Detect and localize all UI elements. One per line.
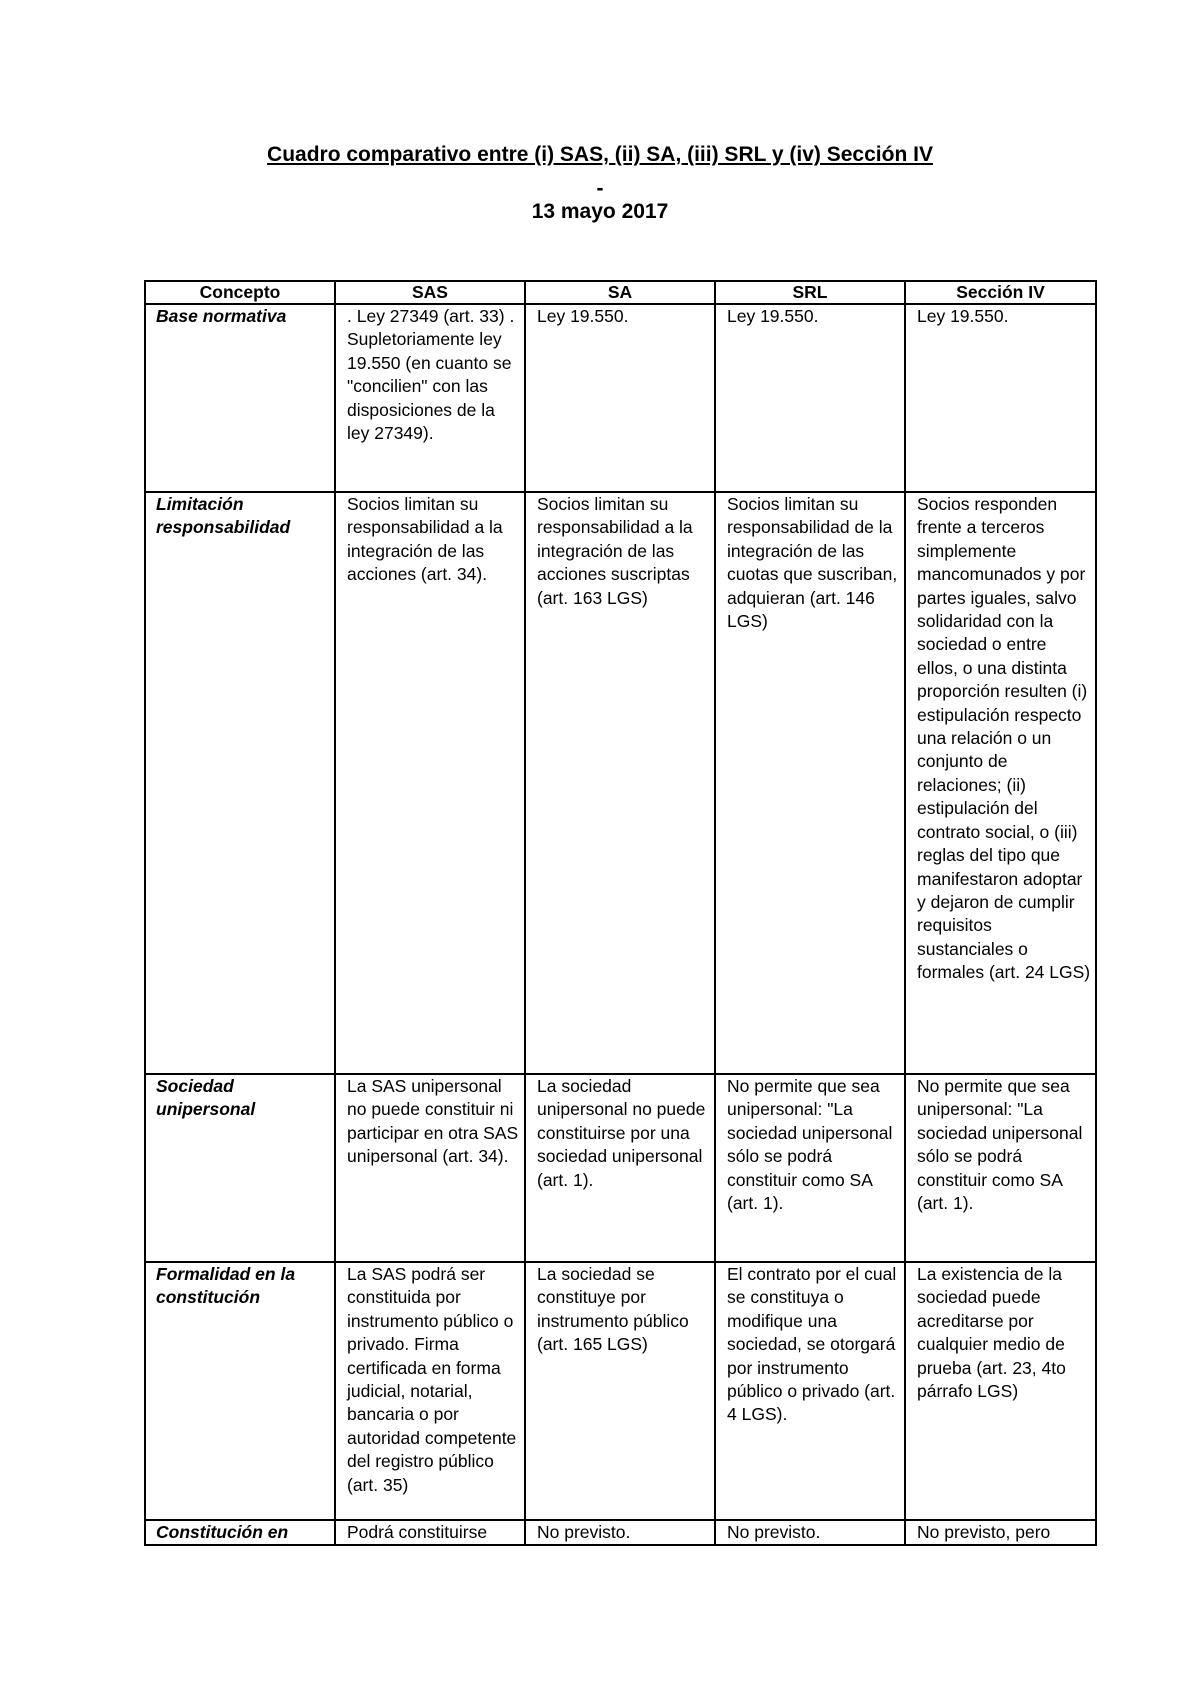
sa-cell: La sociedad unipersonal no puede constituirse por una sociedad unipersonal (art. 1).: [525, 1074, 715, 1262]
title-separator: -: [596, 177, 604, 200]
table-header-row: [145, 281, 1096, 304]
srl-cell: No permite que sea unipersonal: "La sociedad unipersonal sólo se podrá constituir como SA (art. 1).: [715, 1074, 905, 1262]
seccion-iv-cell: No permite que sea unipersonal: "La sociedad unipersonal sólo se podrá constituir como SA (art. 1).: [905, 1074, 1096, 1262]
srl-cell: Ley 19.550.: [715, 304, 905, 492]
srl-cell: No previsto.: [715, 1520, 905, 1545]
seccion-iv-cell: No previsto, pero: [905, 1520, 1096, 1545]
sa-cell: Ley 19.550.: [525, 304, 715, 492]
header-seccion-iv: Sección IV: [905, 281, 1096, 304]
seccion-iv-cell: La existencia de la sociedad puede acreditarse por cualquier medio de prueba (art. 23, 4to párrafo LGS): [905, 1262, 1096, 1520]
sa-cell: La sociedad se constituye por instrumento público (art. 165 LGS): [525, 1262, 715, 1520]
seccion-iv-cell: Ley 19.550.: [905, 304, 1096, 492]
seccion-iv-cell: Socios responden frente a terceros simplemente mancomunados y por partes iguales, salvo solidaridad con la sociedad o entre ellos, o una distinta proporción resulten (i) estipulación respecto una relación o un conjunto de relaciones; (ii) estipulación del contrato social, o (iii) reglas del tipo que manifestaron adoptar y dejaron de cumplir requisitos sustanciales o formales (art. 24 LGS): [905, 492, 1096, 1074]
header-sa: SA: [525, 281, 715, 304]
table-row: [145, 492, 1096, 1074]
concept-cell: Limitación responsabilidad: [145, 492, 335, 1074]
table-row: [145, 1520, 1096, 1545]
header-srl: SRL: [715, 281, 905, 304]
sas-cell: La SAS podrá ser constituida por instrumento público o privado. Firma certificada en forma judicial, notarial, bancaria o por autoridad competente del registro público (art. 35): [335, 1262, 525, 1520]
sas-cell: La SAS unipersonal no puede constituir ni participar en otra SAS unipersonal (art. 34).: [335, 1074, 525, 1262]
srl-cell: El contrato por el cual se constituya o modifique una sociedad, se otorgará por instrumento público o privado (art. 4 LGS).: [715, 1262, 905, 1520]
table-row: [145, 1074, 1096, 1262]
srl-cell: Socios limitan su responsabilidad de la integración de las cuotas que suscriban, adquieran (art. 146 LGS): [715, 492, 905, 1074]
document-title: Cuadro comparativo entre (i) SAS, (ii) SA, (iii) SRL y (iv) Sección IV: [267, 143, 933, 166]
sa-cell: No previsto.: [525, 1520, 715, 1545]
table-row: [145, 304, 1096, 492]
concept-cell: Base normativa: [145, 304, 335, 492]
header-concepto: Concepto: [145, 281, 335, 304]
concept-cell: Formalidad en la constitución: [145, 1262, 335, 1520]
concept-cell: Sociedad unipersonal: [145, 1074, 335, 1262]
sas-cell: Socios limitan su responsabilidad a la integración de las acciones (art. 34).: [335, 492, 525, 1074]
sas-cell: . Ley 27349 (art. 33) . Supletoriamente ley 19.550 (en cuanto se "concilien" con las disposiciones de la ley 27349).: [335, 304, 525, 492]
header-sas: SAS: [335, 281, 525, 304]
table-row: [145, 1262, 1096, 1520]
concept-cell: Constitución en: [145, 1520, 335, 1545]
sas-cell: Podrá constituirse: [335, 1520, 525, 1545]
document-date: 13 mayo 2017: [531, 200, 669, 223]
sa-cell: Socios limitan su responsabilidad a la integración de las acciones suscriptas (art. 163 LGS): [525, 492, 715, 1074]
comparison-table: [144, 280, 1097, 1546]
